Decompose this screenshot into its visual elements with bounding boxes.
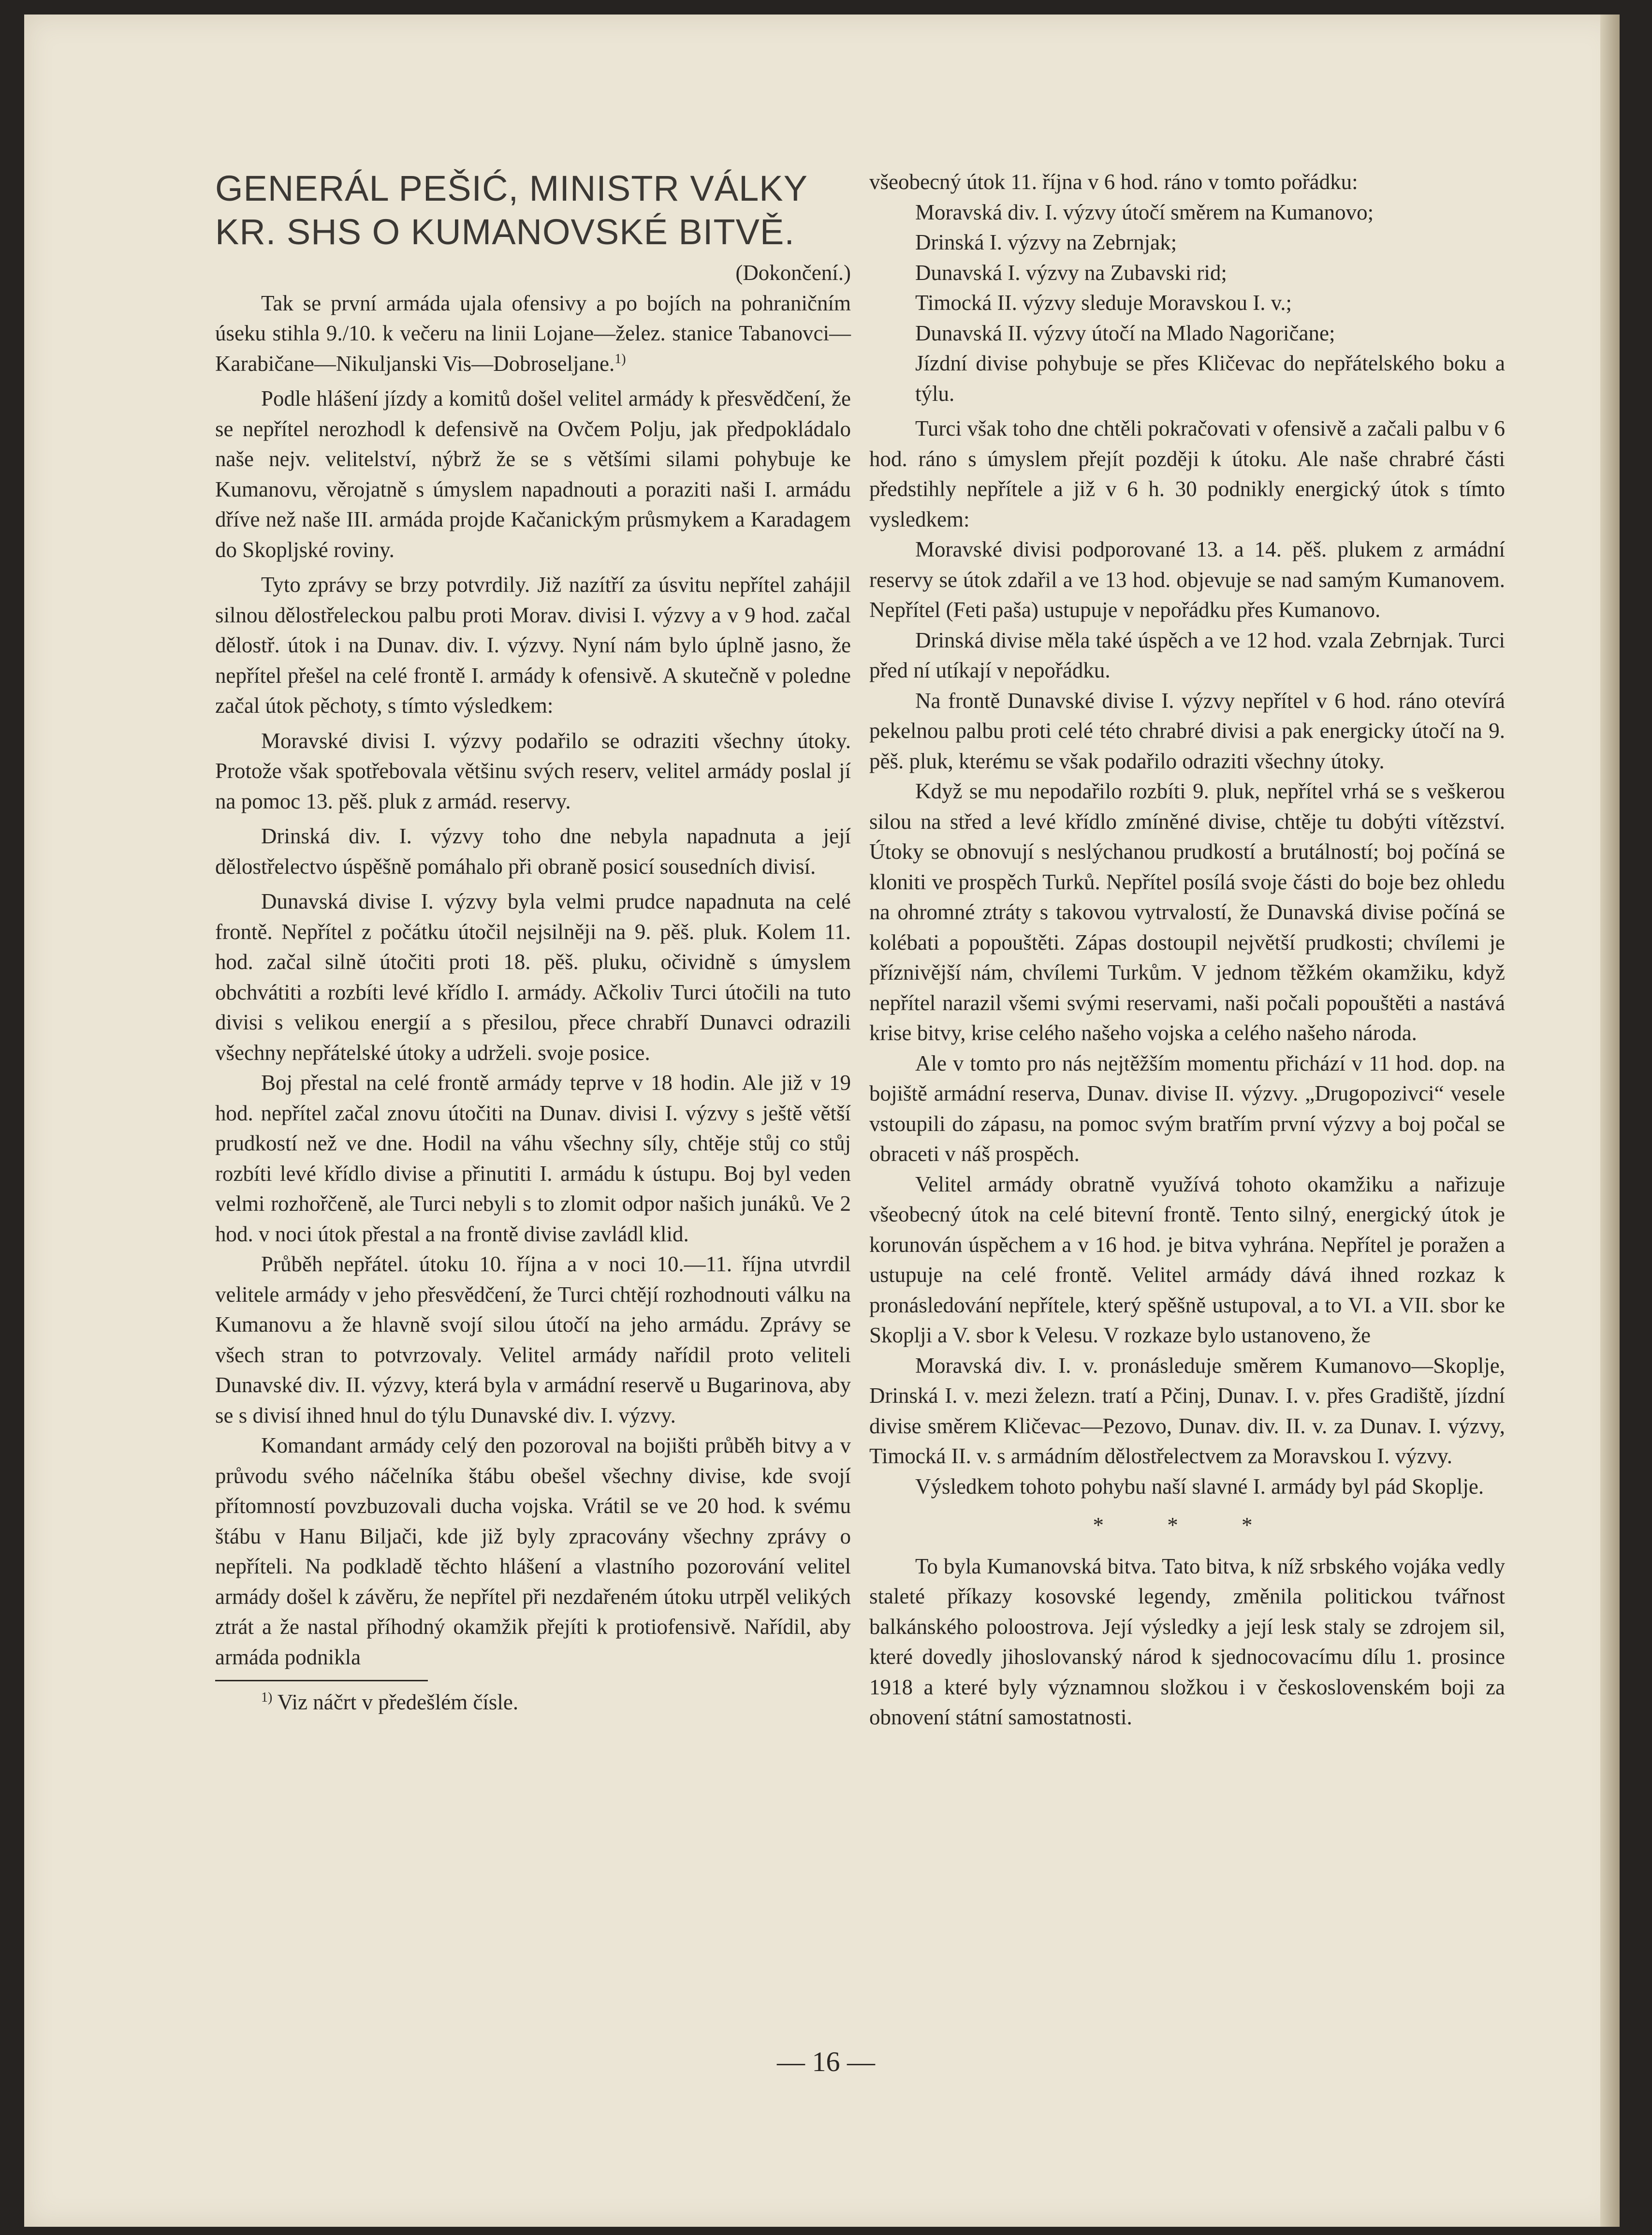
paragraph: Výsledkem tohoto pohybu naší slavné I. armády byl pád Skoplje. xyxy=(915,1474,1484,1499)
paragraph: Moravské divisi podporované 13. a 14. pěš. plukem z armádní reservy se útok zdařil a ve 13 hod. objevuje se nad samým Kumanovem. Nepřítel (Feti paša) ustupuje v nepořádku přes Kumanovo. xyxy=(869,537,1505,622)
paragraph: Turci však toho dne chtěli pokračovati v ofensivě a začali palbu v 6 hod. ráno s úmyslem přejít později k útoku. Ale naše chrabré části předstihly nepřítele a již v 6 h. 30 podnikly energický útok s tímto vysledkem: xyxy=(869,416,1505,531)
paragraph: Ale v tomto pro nás nejtěžším momentu přichází v 11 hod. dop. na bojiště armádní reserva, Dunav. divise II. výzvy. „Drugopozivci“ vesele vstoupili do zápasu, na pomoc svým bratřím první výzvy a boj počal se obraceti v náš prospěch. xyxy=(869,1051,1505,1166)
paragraph: To byla Kumanovská bitva. Tato bitva, k níž srbského vojáka vedly staleté příkazy kosovské legendy, změnila politickou tvářnost balkánského poloostrova. Její výsledky a její lesk staly se zdrojem sil, které dovedly jihoslovanský národ k sjednocovacímu dílu 1. prosince 1918 a které byly významnou složkou i v československém boji za obnovení státní samostatnosti. xyxy=(869,1554,1505,1729)
paragraph xyxy=(215,288,851,379)
title-line-2: KR. SHS O KUMANOVSKÉ BITVĚ. xyxy=(215,212,795,252)
page-spine-edge xyxy=(1600,15,1620,2227)
order-item: Dunavská II. výzvy útočí na Mlado Nagoričane; xyxy=(915,321,1335,345)
order-item: Moravská div. I. výzvy útočí směrem na Kumanovo; xyxy=(915,200,1374,224)
paragraph: Když se mu nepodařilo rozbíti 9. pluk, nepřítel vrhá se s veškerou silou na střed a levé křídlo zmíněné divise, chtěje tu dobýti vítězství. Útoky se obnovují s neslýchanou prudkostí a brutálností; boj počíná se kloniti ve prospěch Turků. Nepřítel posílá svoje části do boje bez ohledu na ohromné ztráty s takovou vytrvalostí, že Dunavská divise počíná se kolébati a popouštěti. Zápas dostoupil největší prudkosti; chvílemi je příznivější nám, chvílemi Turkům. V jednom těžkém okamžiku, když nepřítel narazil všemi svými reservami, naši počali popouštěti a nastává krise bitvy, krise celého našeho vojska a celého našeho národa. xyxy=(869,779,1505,1045)
paragraph: Komandant armády celý den pozoroval na bojišti průběh bitvy a v průvodu svého náčelníka štábu obešel všechny divise, kde svojí přítomností povzbuzovali ducha vojska. Vrátil se ve 20 hod. k svému štábu v Hanu Biljači, kde již byly zpracovány všechny zprávy o nepříteli. Na podkladě těchto hlášení a vlastního pozorování velitel armády došel k závěru, že nepřítel při nezdařeném útoku utrpěl velikých ztrát a že nastal příhodný okamžik přejíti k protiofensivě. Nařídil, aby armáda podnikla xyxy=(215,1433,851,1669)
paragraph: Drinská divise měla také úspěch a ve 12 hod. vzala Zebrnjak. Turci před ní utíkají v nepořádku. xyxy=(869,628,1505,682)
continuation-note: (Dokončení.) xyxy=(735,261,851,285)
order-item: Dunavská I. výzvy na Zubavski rid; xyxy=(915,260,1227,285)
paragraph: Na frontě Dunavské divise I. výzvy nepřítel v 6 hod. ráno otevírá pekelnou palbu proti celé této chrabré divisi a pak energicky útočí na 9. pěš. pluk, kterému se však podařilo odraziti všechny útoky. xyxy=(869,688,1505,773)
section-separator: * * * xyxy=(1093,1513,1282,1537)
paragraph: Dunavská divise I. výzvy byla velmi prudce napadnuta na celé frontě. Nepřítel z počátku útočil nejsilněji na 9. pěš. pluk. Kolem 11. hod. začal silně útočiti proti 18. pěš. pluku, očividně s úmyslem obchvátiti a rozbíti levé křídlo I. armády. Ačkoliv Turci útočili na tuto divisi s velikou energií a s přesilou, přece chrabří Dunavci odrazili všechny nepřátelské útoky a udrželi. svoje posice. xyxy=(215,889,851,1065)
left-column xyxy=(215,167,851,1718)
paragraph: Drinská div. I. výzvy toho dne nebyla napadnuta a její dělostřelectvo úspěšně pomáhalo při obraně posicí sousedních divisí. xyxy=(215,824,851,879)
footnote-reference: 1) xyxy=(614,351,626,367)
article-title xyxy=(215,167,851,254)
paragraph: Moravské divisi I. výzvy podařilo se odraziti všechny útoky. Protože však spotřebovala většinu svých reserv, velitel armády poslal jí na pomoc 13. pěš. pluk z armád. reservy. xyxy=(215,728,851,813)
right-column xyxy=(869,167,1505,1733)
paragraph: Moravská div. I. v. pronásleduje směrem Kumanovo—Skoplje, Drinská I. v. mezi železn. tratí a Pčinj, Dunav. I. v. přes Gradiště, jízdní divise směrem Kličevac—Pezovo, Dunav. div. II. v. za Dunav. I. výzvy, Timocká II. v. s armádním dělostřelectvem za Moravskou I. výzvy. xyxy=(869,1353,1505,1468)
paragraph: Průběh nepřátel. útoku 10. října a v noci 10.—11. října utvrdil velitele armády v jeho přesvědčení, že Turci chtějí rozhodnouti válku na Kumanovu a že hlavně svojí silou útočí na jeho armádu. Zprávy se všech stran to potvrzovaly. Velitel armády nařídil proto veliteli Dunavské div. II. výzvy, která byla v armádní reservě u Bugarinova, aby se s divisí ihned hnul do týlu Dunavské div. I. výzvy. xyxy=(215,1252,851,1427)
order-item: Jízdní divise pohybuje se přes Kličevac do nepřátelského boku a týlu. xyxy=(915,351,1505,406)
footnote-divider xyxy=(215,1680,428,1681)
title-line-1: GENERÁL PEŠIĆ, MINISTR VÁLKY xyxy=(215,168,808,208)
paragraph-text: Tak se první armáda ujala ofensivy a po bojích na pohraničním úseku stihla 9./10. k večeru na linii Lojane—želez. stanice Tabanovci—Karabičane—Nikuljanski Vis—Dobroseljane. xyxy=(215,291,851,376)
page-number: — 16 — xyxy=(777,2046,875,2077)
order-item: Timocká II. výzvy sleduje Moravskou I. v.; xyxy=(915,291,1292,315)
order-item: Drinská I. výzvy na Zebrnjak; xyxy=(915,230,1177,254)
paragraph: Boj přestal na celé frontě armády teprve v 18 hodin. Ale již v 19 hod. nepřítel začal znovu útočiti na Dunav. divisi I. výzvy s ještě větší prudkostí než ve dne. Hodil na váhu všechny síly, chtěje stůj co stůj rozbíti levé křídlo divise a přinutiti I. armádu k ústupu. Boj byl veden velmi rozhořčeně, ale Turci nebyli s to zlomit odpor našich junáků. Ve 2 hod. v noci útok přestal a na frontě divise zavládl klid. xyxy=(215,1071,851,1246)
paragraph: Velitel armády obratně využívá tohoto okamžiku a nařizuje všeobecný útok na celé bitevní frontě. Tento silný, energický útok je korunován úspěchem a v 16 hod. je bitva vyhrána. Nepřítel je poražen a ustupuje na celé frontě. Velitel armády dává ihned rozkaz k pronásledování nepřítele, který spěšně ustupoval, a to VI. a VII. sbor ke Skoplji a V. sbor k Velesu. V rozkaze bylo ustanoveno, že xyxy=(869,1172,1505,1347)
footnote-text: Viz náčrt v předešlém čísle. xyxy=(277,1690,519,1714)
footnote xyxy=(215,1687,851,1718)
footnote-mark: 1) xyxy=(261,1690,273,1705)
paragraph: Tyto zprávy se brzy potvrdily. Již nazítří za úsvitu nepřítel zahájil silnou dělostřeleckou palbu proti Morav. divisi I. výzvy a v 9 hod. začal dělostř. útok i na Dunav. div. I. výzvy. Nyní nám bylo úplně jasno, že nepřítel přešel na celé frontě I. armády k ofensivě. A skutečně v poledne začal útok pěchoty, s tímto výsledkem: xyxy=(215,573,851,718)
paragraph: všeobecný útok 11. října v 6 hod. ráno v tomto pořádku: xyxy=(869,170,1358,194)
paragraph: Podle hlášení jízdy a komitů došel velitel armády k přesvědčení, že se nepřítel nerozhodl k defensivě na Ovčem Polju, jak předpokládalo naše nejv. velitelství, nýbrž že se s většími silami pohybuje ke Kumanovu, věrojatně s úmyslem napadnouti a poraziti naši I. armádu dříve než naše III. armáda projde Kačanickým průsmykem a Karadagem do Skopljské roviny. xyxy=(215,386,851,562)
